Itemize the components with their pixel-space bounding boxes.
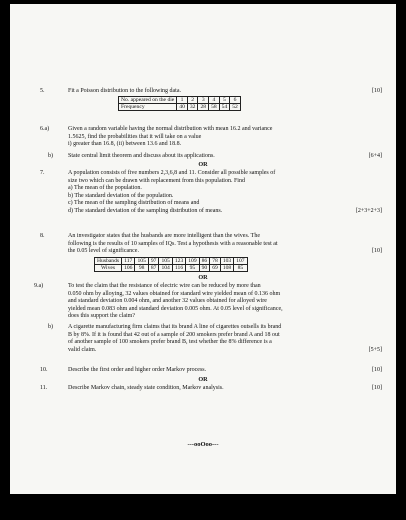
table-cell: 104 [159, 265, 172, 272]
text-line: 0.050 ohm by alloying, 32 values obtained for standard wire yielded mean of 0.136 ohm [68, 290, 281, 297]
text-line: d) The standard deviation of the sampling distribution of means. [68, 207, 223, 214]
table-cell: 6 [230, 97, 241, 104]
table-cell: Wives [95, 265, 122, 272]
table-cell: No. appeared on the die [119, 97, 177, 104]
text-line: size two which can be drawn with replacement from this population. Find [68, 177, 245, 184]
table-cell: 1 [177, 97, 188, 104]
table-cell: 86 [199, 258, 210, 265]
table-cell: 32 [187, 104, 198, 111]
q9a-number: 9.a) [34, 283, 44, 289]
q6a-text [68, 126, 272, 149]
q7-text [68, 170, 275, 216]
exam-page [10, 4, 396, 494]
q8-number: 8. [40, 233, 45, 239]
table-cell: 95 [186, 265, 199, 272]
table-cell: 123 [172, 258, 185, 265]
end-marker: ---ooOoo--- [187, 441, 219, 448]
q9b-text [68, 324, 281, 354]
q10-text: Describe the first order and higher order Markov process. [68, 367, 207, 373]
q6b-number: b) [48, 153, 53, 159]
table-cell: 117 [122, 258, 135, 265]
table-cell: 108 [220, 265, 233, 272]
table-cell: 2 [187, 97, 198, 104]
table-cell: 98 [135, 265, 148, 272]
table-cell: 3 [198, 97, 209, 104]
text-line: following is the results of 10 samples of IQs. Test a hypothesis with a reasonable test at [68, 240, 278, 247]
or-separator: OR [198, 274, 208, 281]
iq-table [94, 257, 248, 272]
q9-marks: [5+5] [368, 347, 382, 353]
table-cell: 106 [122, 265, 135, 272]
q5-marks: [10] [372, 88, 382, 94]
table-row [95, 265, 248, 272]
table-cell: 116 [172, 265, 185, 272]
text-line: and standard deviation 0.004 ohm, and another 32 values obtained for alloyed wire [68, 298, 267, 305]
q10-marks: [10] [372, 367, 382, 373]
table-cell: 97 [148, 258, 159, 265]
table-cell: 5 [219, 97, 230, 104]
text-line: yielded mean 0.083 ohm and standard deviation 0.005 ohm. At 0.05 level of significance, [68, 305, 283, 312]
q9b-number: b) [48, 324, 53, 330]
q9a-text [68, 283, 283, 321]
q7-number: 7. [40, 170, 45, 176]
table-cell: 85 [234, 265, 247, 272]
q11-number: 11. [40, 385, 48, 391]
table-cell: 105 [135, 258, 148, 265]
table-cell: 4 [209, 97, 220, 104]
table-row [119, 104, 241, 111]
text-line: does this support the claim? [68, 313, 135, 320]
table-cell: 52 [230, 104, 241, 111]
table-cell: 90 [199, 265, 210, 272]
q6a-number: 6.a) [40, 126, 50, 132]
q8-text [68, 233, 278, 256]
q5-text: Fit a Poisson distribution to the following data. [68, 88, 181, 94]
table-cell: 103 [220, 258, 233, 265]
table-cell: 109 [186, 258, 199, 265]
table-cell: 107 [234, 258, 247, 265]
q7-marks: [2+3+2+3] [355, 208, 382, 214]
table-cell: 78 [210, 258, 221, 265]
text-line: b) The standard deviation of the population. [68, 192, 174, 199]
table-row [95, 258, 248, 265]
text-line: c) The mean of the sampling distribution of means and [68, 200, 200, 207]
table-cell: Frequency [119, 104, 177, 111]
q6-marks: [6+4] [368, 153, 382, 159]
text-line: valid claim. [68, 346, 97, 353]
q11-marks: [10] [372, 385, 382, 391]
text-line: To test the claim that the resistance of electric wire can be reduced by more than [68, 283, 261, 289]
q8-marks: [10] [372, 248, 382, 254]
or-separator: OR [198, 161, 208, 168]
text-line: of another sample of 100 smokers prefer brand B, test whether the 8% difference is a [68, 339, 272, 346]
table-cell: 87 [148, 265, 159, 272]
or-separator: OR [198, 376, 208, 383]
table-cell: 40 [177, 104, 188, 111]
q6b-text: State central limit theorem and discuss about its applications. [68, 153, 215, 159]
table-cell: 28 [198, 104, 209, 111]
text-line: the 0.05 level of significance. [68, 248, 139, 255]
table-cell: Husbands [95, 258, 122, 265]
text-line: An investigator states that the husbands are more intelligent than the wives. The [68, 233, 261, 239]
table-row [119, 97, 241, 104]
q10-number: 10. [40, 367, 48, 373]
text-line: Given a random variable having the normal distribution with mean 16.2 and variance [68, 126, 273, 132]
table-cell: 54 [219, 104, 230, 111]
text-line: A cigarette manufacturing firm claims that its brand A line of cigarettes outsells its brand [68, 324, 282, 330]
text-line: A population consists of five numbers 2,3,6,8 and 11. Consider all possible samples of [68, 170, 276, 176]
table-cell: 69 [210, 265, 221, 272]
poisson-table [118, 96, 241, 111]
q5-number: 5. [40, 88, 45, 94]
text-line: 1.5625, find the probabilities that it will take on a value [68, 133, 202, 140]
table-cell: 58 [209, 104, 220, 111]
text-line: a) The mean of the population. [68, 185, 142, 192]
text-line: B by 8%. If it is found that 42 out of a sample of 200 smokers prefer brand A and 18 out [68, 331, 280, 338]
table-cell: 105 [159, 258, 172, 265]
q11-text: Describe Markov chain, steady state condition, Markov analysis. [68, 385, 224, 391]
text-line: i) greater than 16.8, (ii) between 13.6 and 18.8. [68, 141, 182, 148]
